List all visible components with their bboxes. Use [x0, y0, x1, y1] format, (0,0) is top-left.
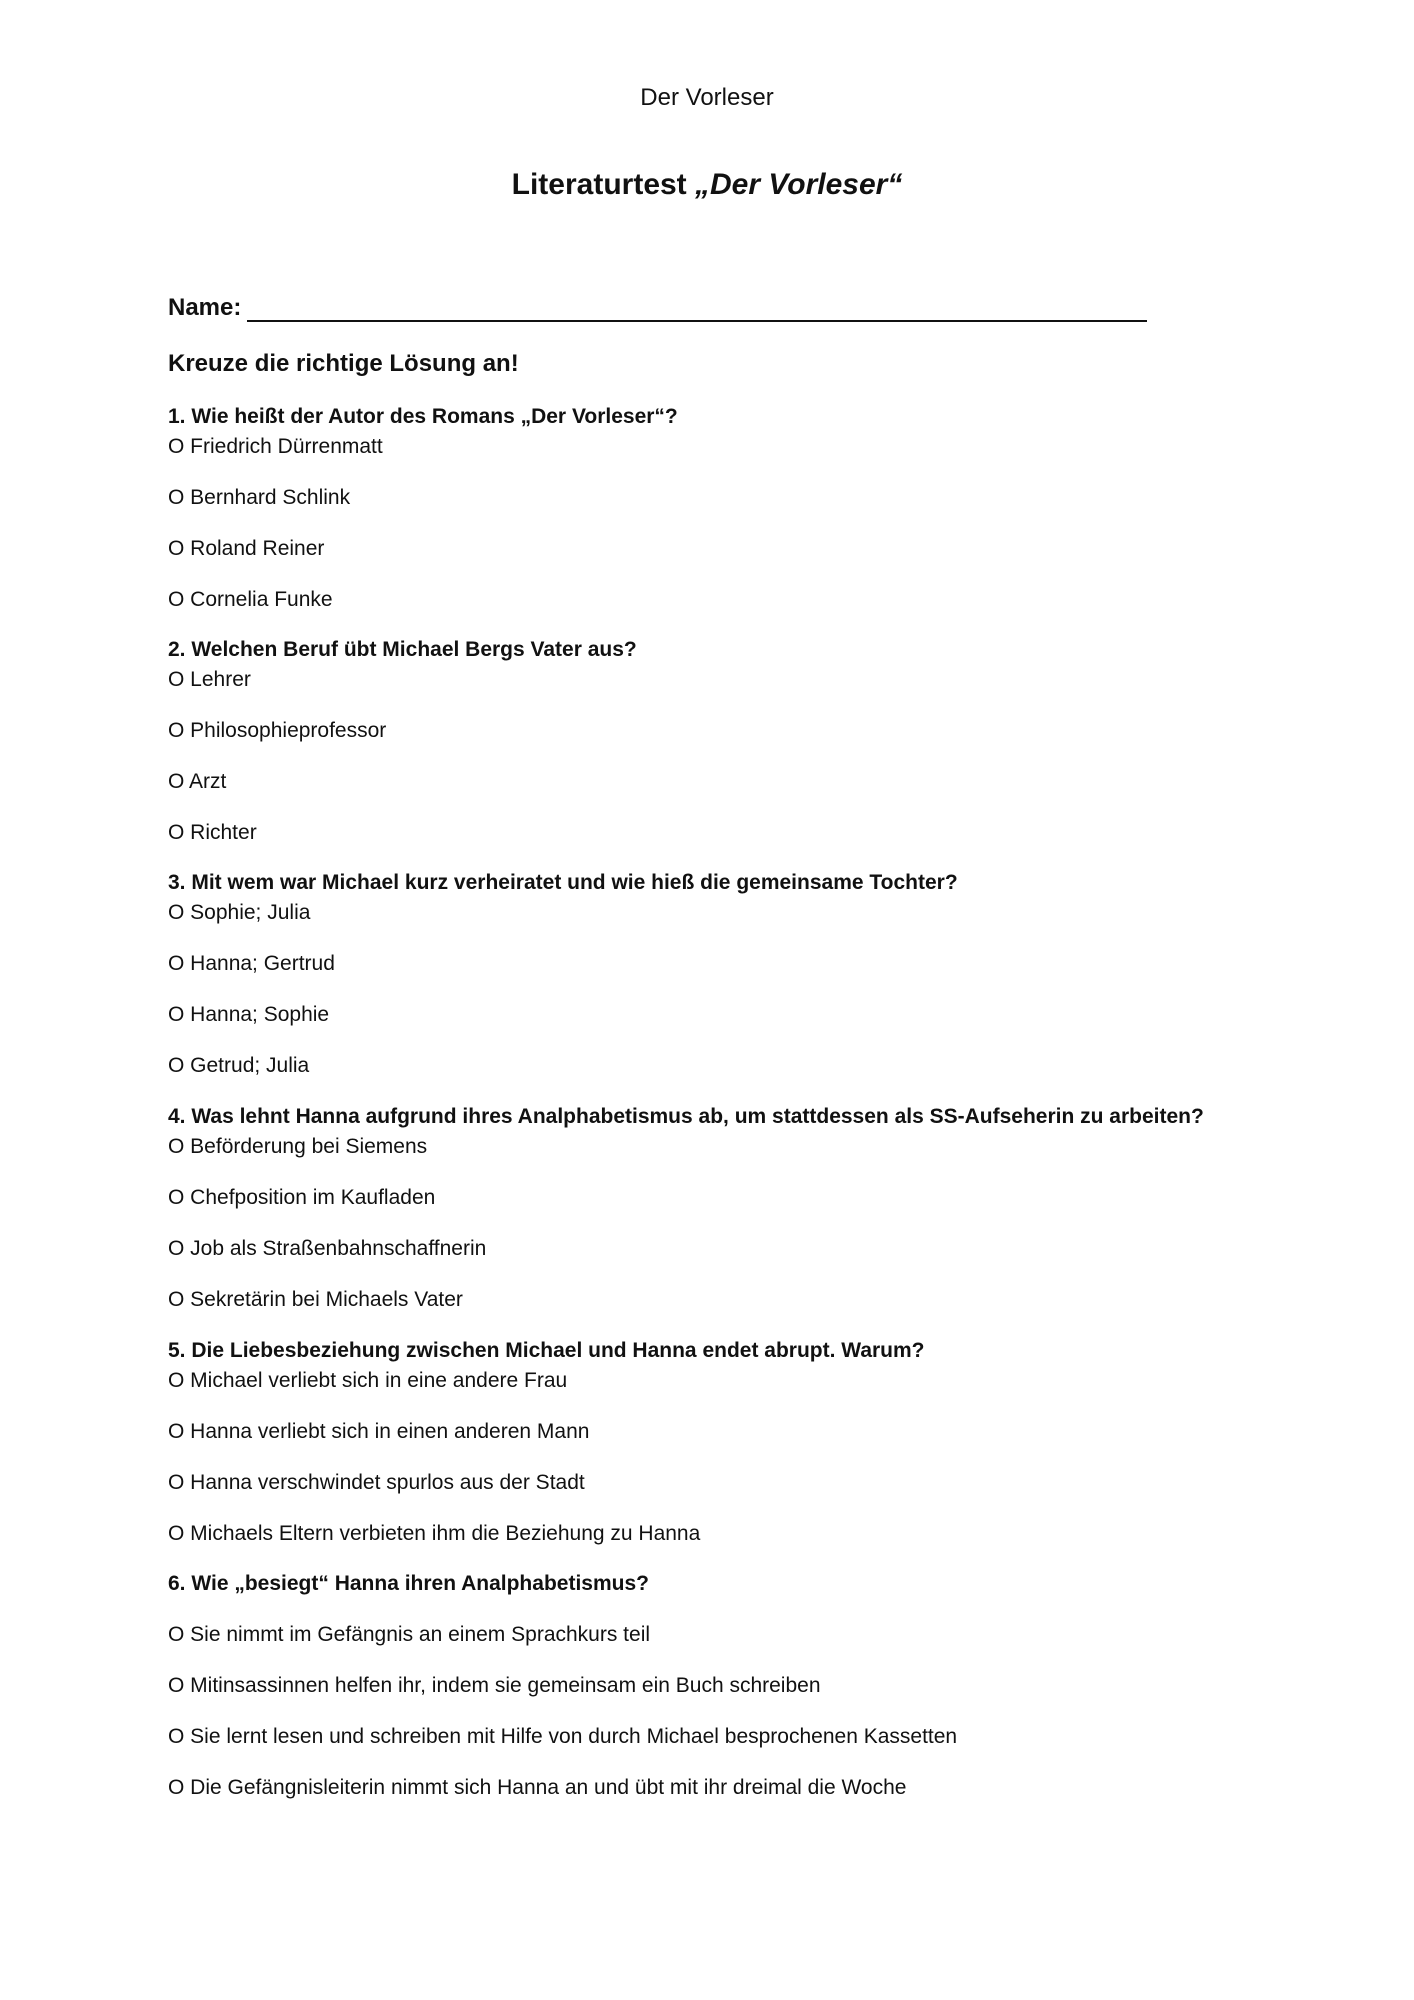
answer-option[interactable]: O Philosophieprofessor — [168, 719, 387, 742]
question-4 — [168, 1102, 1288, 1315]
question-5 — [168, 1336, 1288, 1549]
answer-option[interactable]: O Getrud; Julia — [168, 1054, 310, 1077]
question-1 — [168, 402, 1288, 615]
answer-option[interactable]: O Mitinsassinnen helfen ihr, indem sie gemeinsam ein Buch schreiben — [168, 1674, 821, 1697]
title-italic: „Der Vorleser“ — [695, 168, 903, 201]
question-3 — [168, 868, 1288, 1081]
question-title: 3. Mit wem war Michael kurz verheiratet und wie hieß die gemeinsame Tochter? — [168, 871, 958, 894]
answer-option[interactable]: O Sie lernt lesen und schreiben mit Hilfe von durch Michael besprochenen Kassetten — [168, 1725, 958, 1748]
answer-option[interactable]: O Job als Straßenbahnschaffnerin — [168, 1237, 487, 1260]
question-title: 4. Was lehnt Hanna aufgrund ihres Analphabetismus ab, um stattdessen als SS-Aufseherin zu arbeiten? — [168, 1105, 1204, 1128]
answer-option[interactable]: O Sophie; Julia — [168, 901, 311, 924]
answer-option[interactable]: O Roland Reiner — [168, 537, 325, 560]
answer-option[interactable]: O Hanna verliebt sich in einen anderen Mann — [168, 1420, 590, 1443]
answer-option[interactable]: O Richter — [168, 821, 257, 844]
answer-option[interactable]: O Friedrich Dürrenmatt — [168, 435, 383, 458]
question-title: 2. Welchen Beruf übt Michael Bergs Vater aus? — [168, 638, 637, 661]
answer-option[interactable]: O Arzt — [168, 770, 227, 793]
name-blank-line[interactable] — [247, 296, 1147, 322]
answer-option[interactable]: O Cornelia Funke — [168, 588, 333, 611]
answer-option[interactable]: O Die Gefängnisleiterin nimmt sich Hanna an und übt mit ihr dreimal die Woche — [168, 1776, 907, 1799]
title-prefix: Literaturtest — [511, 168, 696, 201]
answer-option[interactable]: O Michael verliebt sich in eine andere Frau — [168, 1369, 568, 1392]
name-label: Name: — [168, 294, 242, 321]
answer-option[interactable]: O Beförderung bei Siemens — [168, 1135, 428, 1158]
answer-option[interactable]: O Michaels Eltern verbieten ihm die Beziehung zu Hanna — [168, 1522, 701, 1545]
question-title: 6. Wie „besiegt“ Hanna ihren Analphabetismus? — [168, 1572, 649, 1595]
answer-option[interactable]: O Bernhard Schlink — [168, 486, 351, 509]
name-row — [168, 294, 1148, 322]
instruction: Kreuze die richtige Lösung an! — [168, 350, 519, 377]
answer-option[interactable]: O Hanna; Gertrud — [168, 952, 335, 975]
question-title: 1. Wie heißt der Autor des Romans „Der Vorleser“? — [168, 405, 678, 428]
answer-option[interactable]: O Lehrer — [168, 668, 251, 691]
page-header: Der Vorleser — [640, 84, 774, 111]
answer-option[interactable]: O Chefposition im Kaufladen — [168, 1186, 436, 1209]
question-2 — [168, 635, 1288, 848]
answer-option[interactable]: O Hanna; Sophie — [168, 1003, 330, 1026]
question-title: 5. Die Liebesbeziehung zwischen Michael und Hanna endet abrupt. Warum? — [168, 1339, 925, 1362]
page-title — [0, 168, 1414, 202]
answer-option[interactable]: O Hanna verschwindet spurlos aus der Stadt — [168, 1471, 585, 1494]
answer-option[interactable]: O Sie nimmt im Gefängnis an einem Sprachkurs teil — [168, 1623, 651, 1646]
question-6 — [168, 1569, 1288, 1803]
answer-option[interactable]: O Sekretärin bei Michaels Vater — [168, 1288, 463, 1311]
